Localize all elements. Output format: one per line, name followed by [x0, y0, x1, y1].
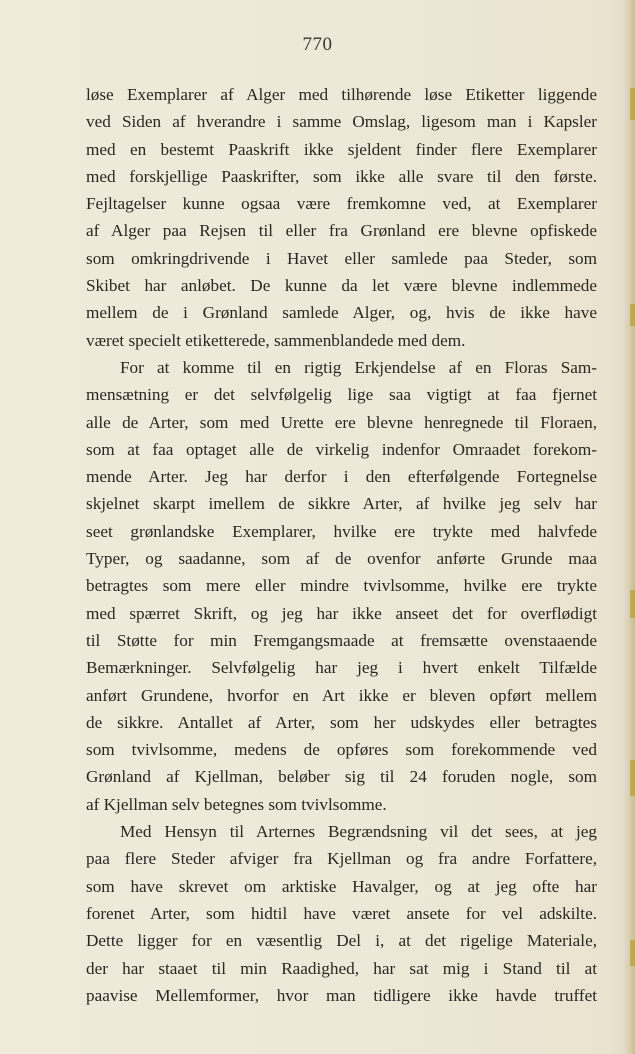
- text-line: med en bestemt Paaskrift ikke sjeldent finder flere Exemplarer: [86, 139, 597, 159]
- text-line: forenet Arter, som hidtil have været ansete for vel adskilte.: [86, 903, 597, 923]
- text-line: paavise Mellemformer, hvor man tidligere ikke havde truffet: [86, 985, 597, 1005]
- edge-stain-mark: [630, 88, 635, 120]
- text-line: ved Siden af hverandre i samme Omslag, ligesom man i Kapsler: [86, 112, 597, 132]
- text-line: Med Hensyn til Arternes Begrændsning vil det sees, at jeg: [120, 822, 597, 842]
- text-line: Skibet har anløbet. De kunne da let være blevne indlemmede: [86, 276, 597, 296]
- text-line: Grønland af Kjellman, beløber sig til 24 foruden nogle, som: [86, 767, 597, 787]
- edge-stain-mark: [630, 940, 635, 966]
- text-line: seet grønlandske Exemplarer, hvilke ere trykte med halvfede: [86, 521, 597, 541]
- text-line: der har staaet til min Raadighed, har sat mig i Stand til at: [86, 958, 597, 978]
- text-line: betragtes som mere eller mindre tvivlsomme, hvilke ere trykte: [86, 576, 597, 596]
- text-line: paa flere Steder afviger fra Kjellman og fra andre Forfattere,: [86, 849, 597, 869]
- text-line: de sikkre. Antallet af Arter, som her udskydes eller betragtes: [86, 712, 597, 732]
- text-line: Typer, og saadanne, som af de ovenfor anførte Grunde maa: [86, 549, 597, 569]
- text-line: løse Exemplarer af Alger med tilhørende løse Etiketter liggende: [86, 85, 597, 104]
- text-line: som at faa optaget alle de virkelig indenfor Omraadet forekom-: [86, 439, 597, 459]
- text-line: til Støtte for min Fremgangsmaade at fremsætte ovenstaaende: [86, 630, 597, 650]
- text-line: med forskjellige Paaskrifter, som ikke alle svare til den første.: [86, 166, 597, 186]
- text-line: Fejltagelser kunne ogsaa være fremkomne ved, at Exemplarer: [86, 194, 597, 214]
- text-line: anført Grundene, hvorfor en Art ikke er bleven opført mellem: [86, 685, 597, 705]
- text-line: Dette ligger for en væsentlig Del i, at det rigelige Materiale,: [86, 931, 597, 951]
- text-line: af Alger paa Rejsen til eller fra Grønland ere blevne opfiskede: [86, 221, 597, 241]
- text-line: mensætning er det selvfølgelig lige saa vigtigt at faa fjernet: [86, 385, 597, 405]
- page-number: 770: [302, 34, 333, 55]
- edge-stain-mark: [630, 760, 635, 796]
- text-line: For at komme til en rigtig Erkjendelse af en Floras Sam-: [120, 357, 597, 377]
- text-line: som omkringdrivende i Havet eller samlede paa Steder, som: [86, 248, 597, 268]
- text-line: med spærret Skrift, og jeg har ikke anseet det for overflødigt: [86, 603, 597, 623]
- text-line: mende Arter. Jeg har derfor i den efterfølgende Fortegnelse: [86, 467, 597, 487]
- text-line: alle de Arter, som med Urette ere blevne henregnede til Floraen,: [86, 412, 597, 432]
- text-line: som tvivlsomme, medens de opføres som forekommende ved: [86, 740, 597, 760]
- text-line: Bemærkninger. Selvfølgelig har jeg i hvert enkelt Tilfælde: [86, 658, 597, 678]
- page-edge-shadow: [623, 0, 635, 1054]
- text-line: mellem de i Grønland samlede Alger, og, hvis de ikke have: [86, 303, 597, 323]
- text-line: skjelnet skarpt imellem de sikkre Arter, af hvilke jeg selv har: [86, 494, 597, 514]
- edge-stain-mark: [630, 590, 635, 618]
- edge-stain-mark: [630, 304, 635, 326]
- text-line: som have skrevet om arktiske Havalger, og at jeg ofte har: [86, 876, 597, 896]
- body-text: [86, 81, 597, 1009]
- text-line: af Kjellman selv betegnes som tvivlsomme.: [86, 794, 387, 814]
- text-line: været specielt etiketterede, sammenblandede med dem.: [86, 330, 466, 350]
